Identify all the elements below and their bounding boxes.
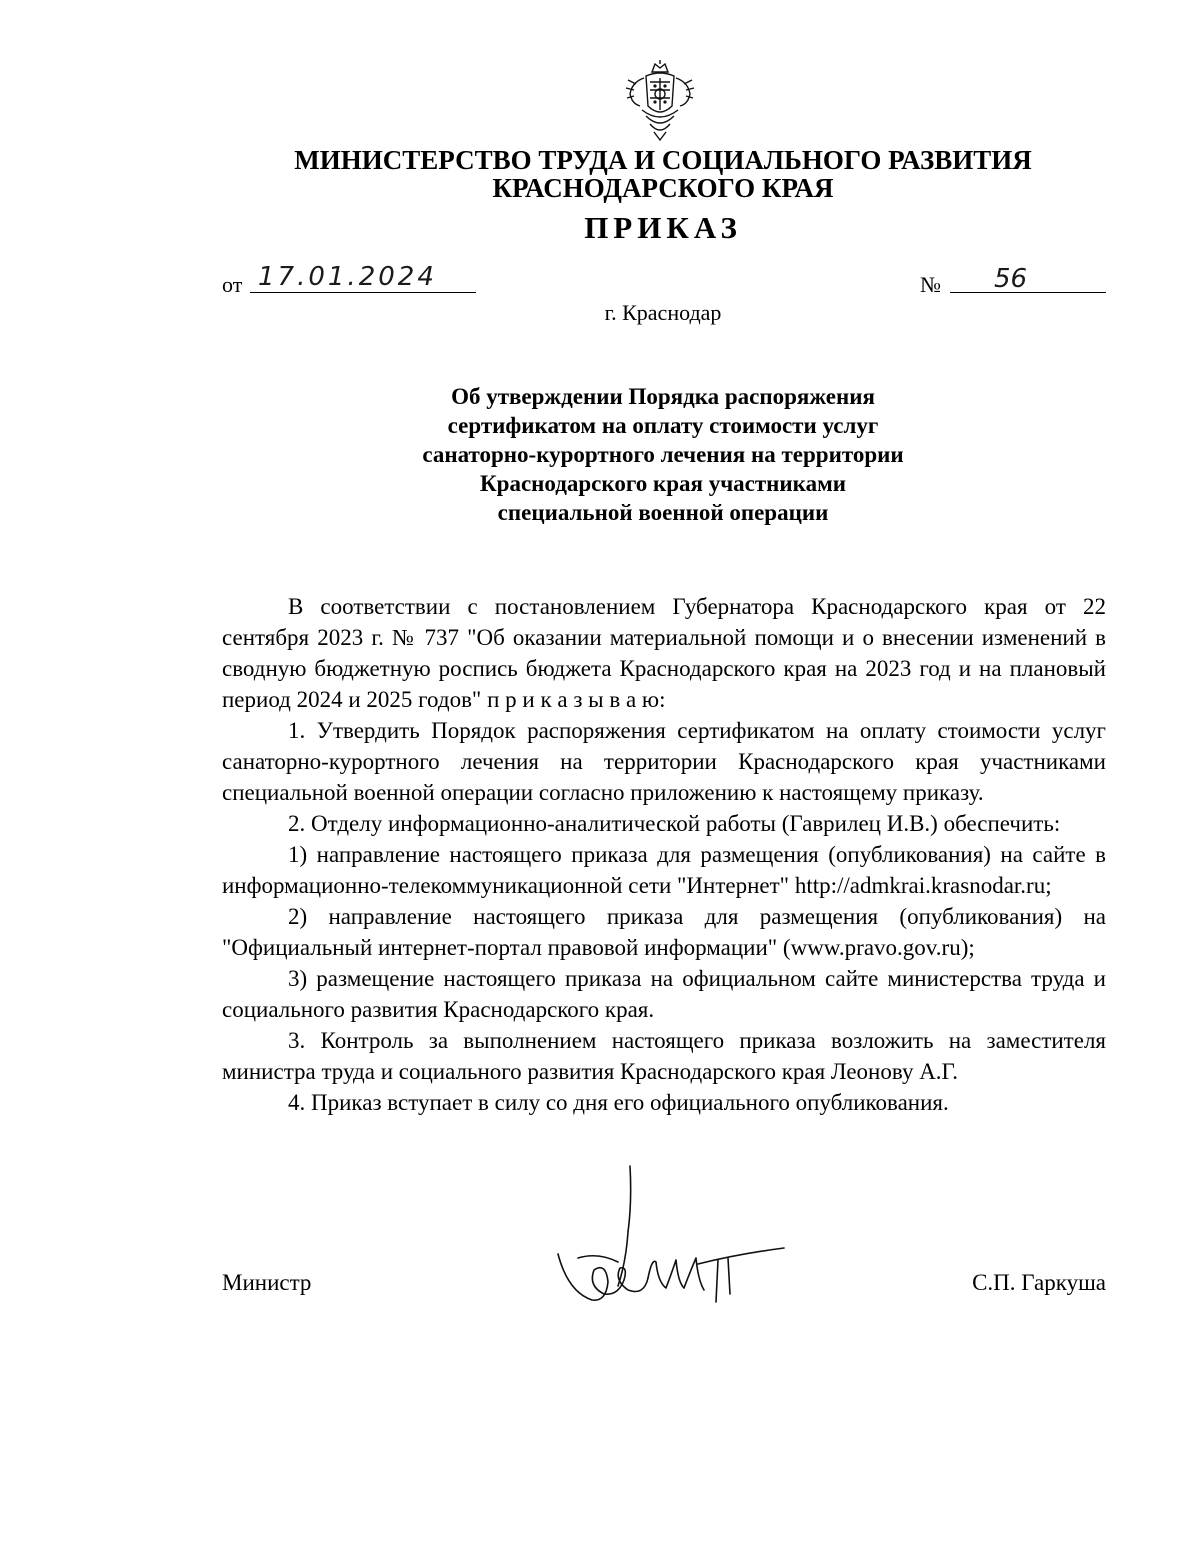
body-paragraph: 3) размещение настоящего приказа на официальном сайте министерства труда и социального развития Краснодарского края. xyxy=(222,966,1106,1022)
body-paragraph: 2) направление настоящего приказа для размещения (опубликования) на "Официальный интернет-портал правовой информации" (www.pravo.gov.ru); xyxy=(222,904,1106,960)
number-label: № xyxy=(920,272,941,297)
signature-block xyxy=(222,1270,1106,1310)
body-paragraph: 4. Приказ вступает в силу со дня его официального опубликования. xyxy=(288,1090,949,1115)
body-paragraph: 1) направление настоящего приказа для размещения (опубликования) на сайте в информационно-телекоммуникационной сети "Интернет" http://admkrai.krasnodar.ru; xyxy=(222,842,1106,898)
title-line: Краснодарского края участниками xyxy=(479,471,846,496)
body-paragraph: 2. Отделу информационно-аналитической работы (Гаврилец И.В.) обеспечить: xyxy=(288,811,1061,836)
ministry-name-line2: КРАСНОДАРСКОГО КРАЯ xyxy=(492,173,834,203)
order-title xyxy=(220,382,1106,527)
body-paragraph: 3. Контроль за выполнением настоящего приказа возложить на заместителя министра труда и социального развития Краснодарского края Леонову А.Г. xyxy=(222,1028,1106,1084)
number-underline xyxy=(950,292,1106,293)
title-line: санаторно-курортного лечения на территории xyxy=(422,442,904,467)
coat-of-arms-icon xyxy=(622,58,698,142)
city-line: г. Краснодар xyxy=(604,300,722,325)
signatory-title: Министр xyxy=(222,1270,312,1295)
body-paragraph: В соответствии с постановлением Губернатора Краснодарского края от 22 сентября 2023 г. № 737 "Об оказании материальной помощи и о внесении изменений в сводную бюджетную роспись бюджета Краснодарского края на 2023 год и на плановый период 2024 и 2025 годов" п р и к а з ы в а ю: xyxy=(222,594,1106,712)
signatory-name: С.П. Гаркуша xyxy=(972,1270,1106,1295)
handwritten-number: 56 xyxy=(994,264,1028,294)
date-label: от xyxy=(222,272,243,297)
title-line: Об утверждении Порядка распоряжения xyxy=(451,384,875,409)
date-number-row xyxy=(222,262,1106,296)
document-type-heading: ПРИКАЗ xyxy=(584,210,742,245)
title-line: сертификатом на оплату стоимости услуг xyxy=(447,413,879,438)
handwritten-date: 17.01.2024 xyxy=(258,262,437,292)
body-paragraph: 1. Утвердить Порядок распоряжения сертификатом на оплату стоимости услуг санаторно-курортного лечения на территории Краснодарского края участниками специальной военной операции согласно приложению к настоящему приказу. xyxy=(222,718,1106,805)
title-line: специальной военной операции xyxy=(497,500,829,525)
ministry-name-line1: МИНИСТЕРСТВО ТРУДА И СОЦИАЛЬНОГО РАЗВИТИЯ xyxy=(294,145,1032,175)
order-body xyxy=(222,591,1106,1118)
date-underline xyxy=(250,292,476,293)
